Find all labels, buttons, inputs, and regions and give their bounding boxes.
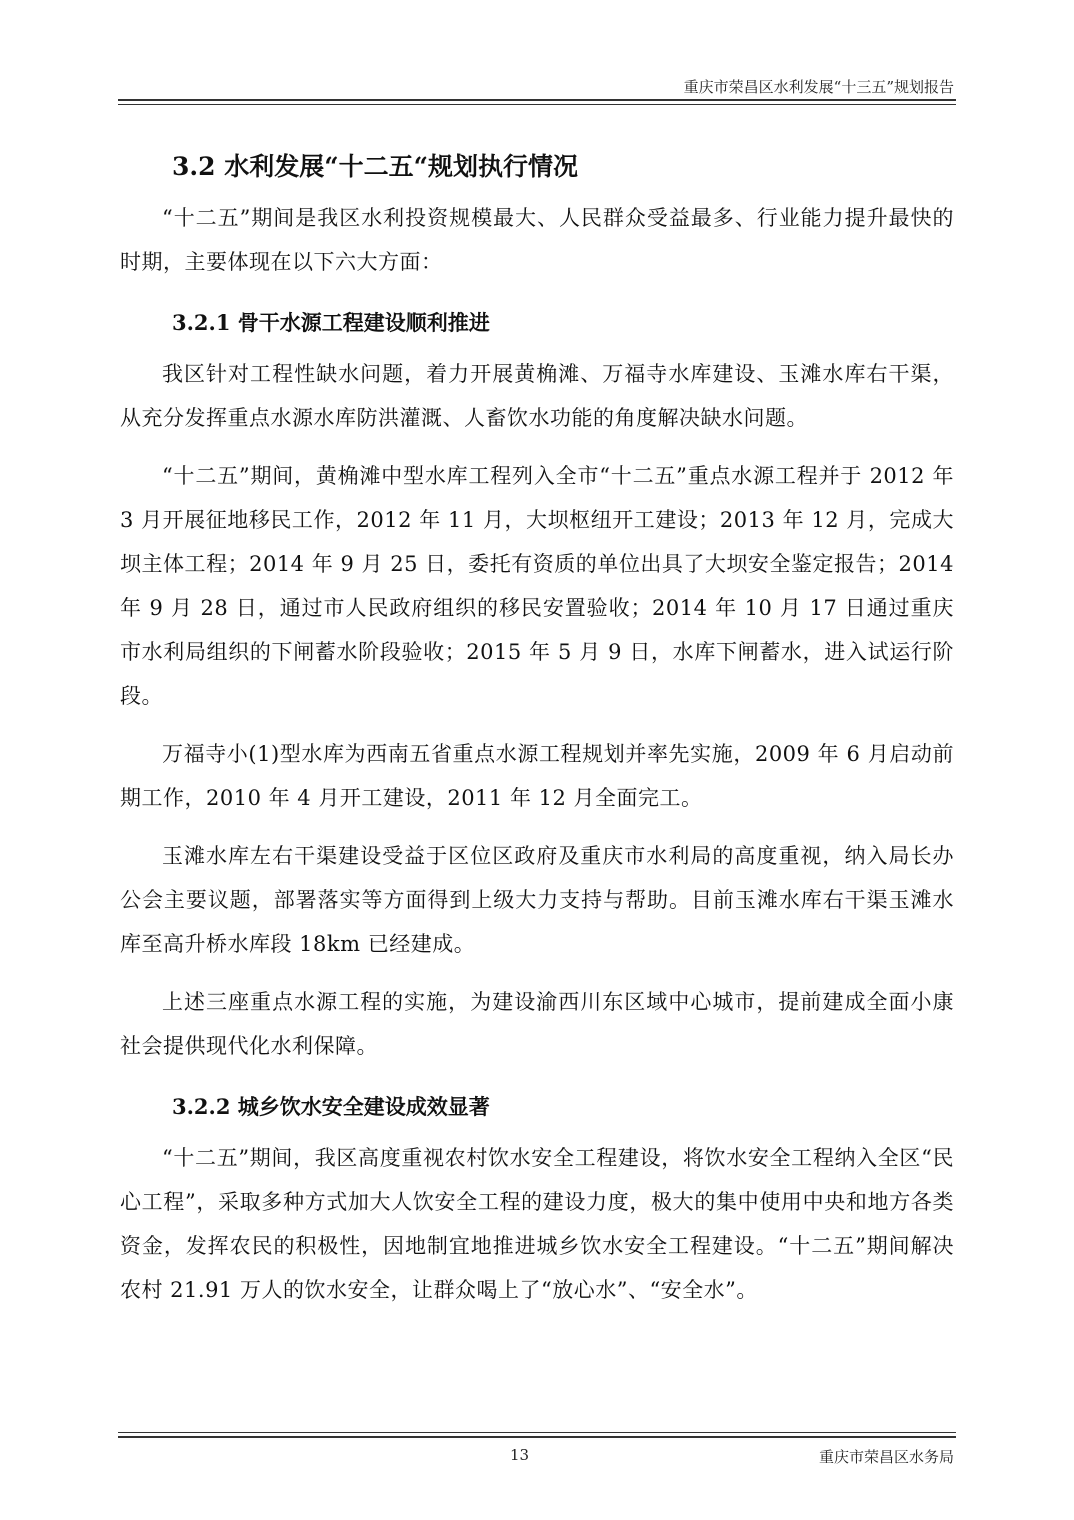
running-header-title: 重庆市荣昌区水利发展“十三五”规划报告 <box>683 78 954 96</box>
page-number: 13 <box>510 1446 530 1464</box>
subsection-heading-drinking-water: 3.2.2 城乡饮水安全建设成效显著 <box>172 1094 490 1119</box>
paragraph: 我区针对工程性缺水问题，着力开展黄桷滩、万福寺水库建设、玉滩水库右干渠，从充分发挥重点水源水库防洪灌溉、人畜饮水功能的角度解决缺水问题。 <box>120 362 954 430</box>
paragraph: “十二五”期间，我区高度重视农村饮水安全工程建设，将饮水安全工程纳入全区“民心工程”，采取多种方式加大人饮安全工程的建设力度，极大的集中使用中央和地方各类资金，发挥农民的积极性，因地制宜地推进城乡饮水安全工程建设。“十二五”期间解决农村 21.91 万人的饮水安全，让群众喝上了“放心水”、“安全水”。 <box>120 1146 954 1302</box>
paragraph: 玉滩水库左右干渠建设受益于区位区政府及重庆市水利局的高度重视，纳入局长办公会主要议题，部署落实等方面得到上级大力支持与帮助。目前玉滩水库右干渠玉滩水库至高升桥水库段 18km 已经建成。 <box>120 844 954 956</box>
paragraph: 万福寺小(1)型水库为西南五省重点水源工程规划并率先实施，2009 年 6 月启动前期工作，2010 年 4 月开工建设，2011 年 12 月全面完工。 <box>120 742 954 810</box>
paragraph: 上述三座重点水源工程的实施，为建设渝西川东区域中心城市，提前建成全面小康社会提供现代化水利保障。 <box>120 990 954 1058</box>
footer-rule <box>118 1432 956 1433</box>
paragraph: “十二五”期间，黄桷滩中型水库工程列入全市“十二五”重点水源工程并于 2012 年 3 月开展征地移民工作，2012 年 11 月，大坝枢纽开工建设；2013 年 12 月，完成大坝主体工程；2014 年 9 月 25 日，委托有资质的单位出具了大坝安全鉴定报告；2014 年 9 月 28 日，通过市人民政府组织的移民安置验收；2014 年 10 月 17 日通过重庆市水利局组织的下闸蓄水阶段验收；2015 年 5 月 9 日，水库下闸蓄水，进入试运行阶段。 <box>120 464 954 708</box>
footer-rule-secondary <box>118 1436 956 1438</box>
page-body <box>120 138 954 1326</box>
header-rule <box>118 99 956 101</box>
section-intro-paragraph: “十二五”期间是我区水利投资规模最大、人民群众受益最多、行业能力提升最快的时期，主要体现在以下六大方面： <box>120 206 954 274</box>
footer-organization: 重庆市荣昌区水务局 <box>818 1448 954 1466</box>
header-rule-secondary <box>118 104 956 105</box>
subsection-heading-water-source: 3.2.1 骨干水源工程建设顺利推进 <box>172 310 490 335</box>
section-heading: 3.2 水利发展“十二五“规划执行情况 <box>172 152 578 181</box>
